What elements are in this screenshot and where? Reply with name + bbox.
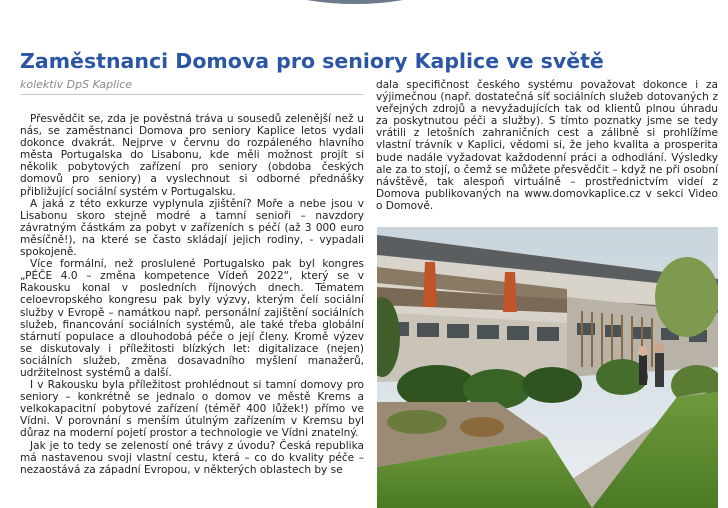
paragraph: I v Rakousku byla příležitost prohlédnout si tamní domovy pro seniory – konkrétně se jednalo o domov ve městě Krems a velkokapacitní pobytové zařízení (téměř 400 lůžek!) přímo ve Vídni. V porovnání s menším útulným zařízením v Kremsu byl důraz na moderní pojetí prostor a technologie ve Vídni znatelný. bbox=[20, 379, 364, 440]
article-author: kolektiv DpS Kaplice bbox=[20, 78, 133, 91]
title-divider bbox=[20, 94, 364, 95]
paragraph: Přesvědčit se, zda je pověstná tráva u sousedů zelenější než u nás, se zaměstnanci Domova pro seniory Kaplice letos vydali dokonce dvakrát. Nejprve v červnu do rozpáleného hlavního města Portugalska do Lisabonu, kde měli možnost projít si několik pobytových zařízení pro seniory (obdoba českých domovů pro seniory) a vyslechnout si odborné přednášky přibližující sociální systém v Portugalsku. bbox=[20, 113, 364, 198]
article-column-right bbox=[376, 79, 718, 212]
paragraph: Jak je to tedy se zeleností oné trávy z úvodu? Česká republika má nastavenou svoji vlastní cestu, která – co do kvality péče – nezaostává za západní Evropou, v některých oblastech by se bbox=[20, 439, 364, 476]
building-garden-photo-icon bbox=[377, 227, 718, 508]
header-tab bbox=[235, 0, 475, 4]
article-title: Zaměstnanci Domova pro seniory Kaplice ve světě bbox=[20, 49, 604, 73]
paragraph: Více formální, než proslulené Portugalsko pak byl kongres „PÉČE 4.0 – změna kompetence Vídeň 2022“, který se v Rakousku konal v posledních říjnových dnech. Tématem celoevropského kongresu pak byly výzvy, kterým čelí sociální služby v Evropě – namátkou např. personální zajištění sociálních služeb, financování sociálních systémů, ale také třeba globální stárnutí populace a dlouhodobá péče o její členy. Kromě výzev se diskutovaly i příležitosti blízkých let: digitalizace (nejen) sociálních služeb, změna dosavadního myšlení manažerů, udržitelnost systémů a další. bbox=[20, 258, 364, 379]
paragraph: dala specifičnost českého systému považovat dokonce i za výjimečnou (např. dostatečná síť sociálních služeb dotovaných z veřejných zdrojů a nevyžadujících tak od klientů plnou úhradu za poskytnutou péči a služby). S tímto poznatky jsme se tedy vrátili z letošních zahraničních cest a zálibně si prohlížíme vlastní trávník v Kaplici, vědomi si, že jeho kvalita a prosperita bude nadále vyžadovat každodenní práci a odhodlání. Výsledky ale za to stojí, o čemž se můžete přesvědčit – když ne při osobní návštěvě, tak alespoň virtuálně – prostřednictvím videí z Domova publikovaných na www.domovkaplice.cz v sekci Video o Domově. bbox=[376, 79, 718, 212]
article-column-left bbox=[20, 113, 364, 476]
article-photo bbox=[377, 227, 718, 508]
paragraph: A jaká z této exkurze vyplynula zjištění? Moře a nebe jsou v Lisabonu skoro stejně modré a tamní senioři – navzdory závratným částkám za pobyt v zařízeních s péčí (až 3 000 euro měsíčně!), na které se často skládají jejich rodiny, - vypadali spokojeně. bbox=[20, 197, 364, 259]
